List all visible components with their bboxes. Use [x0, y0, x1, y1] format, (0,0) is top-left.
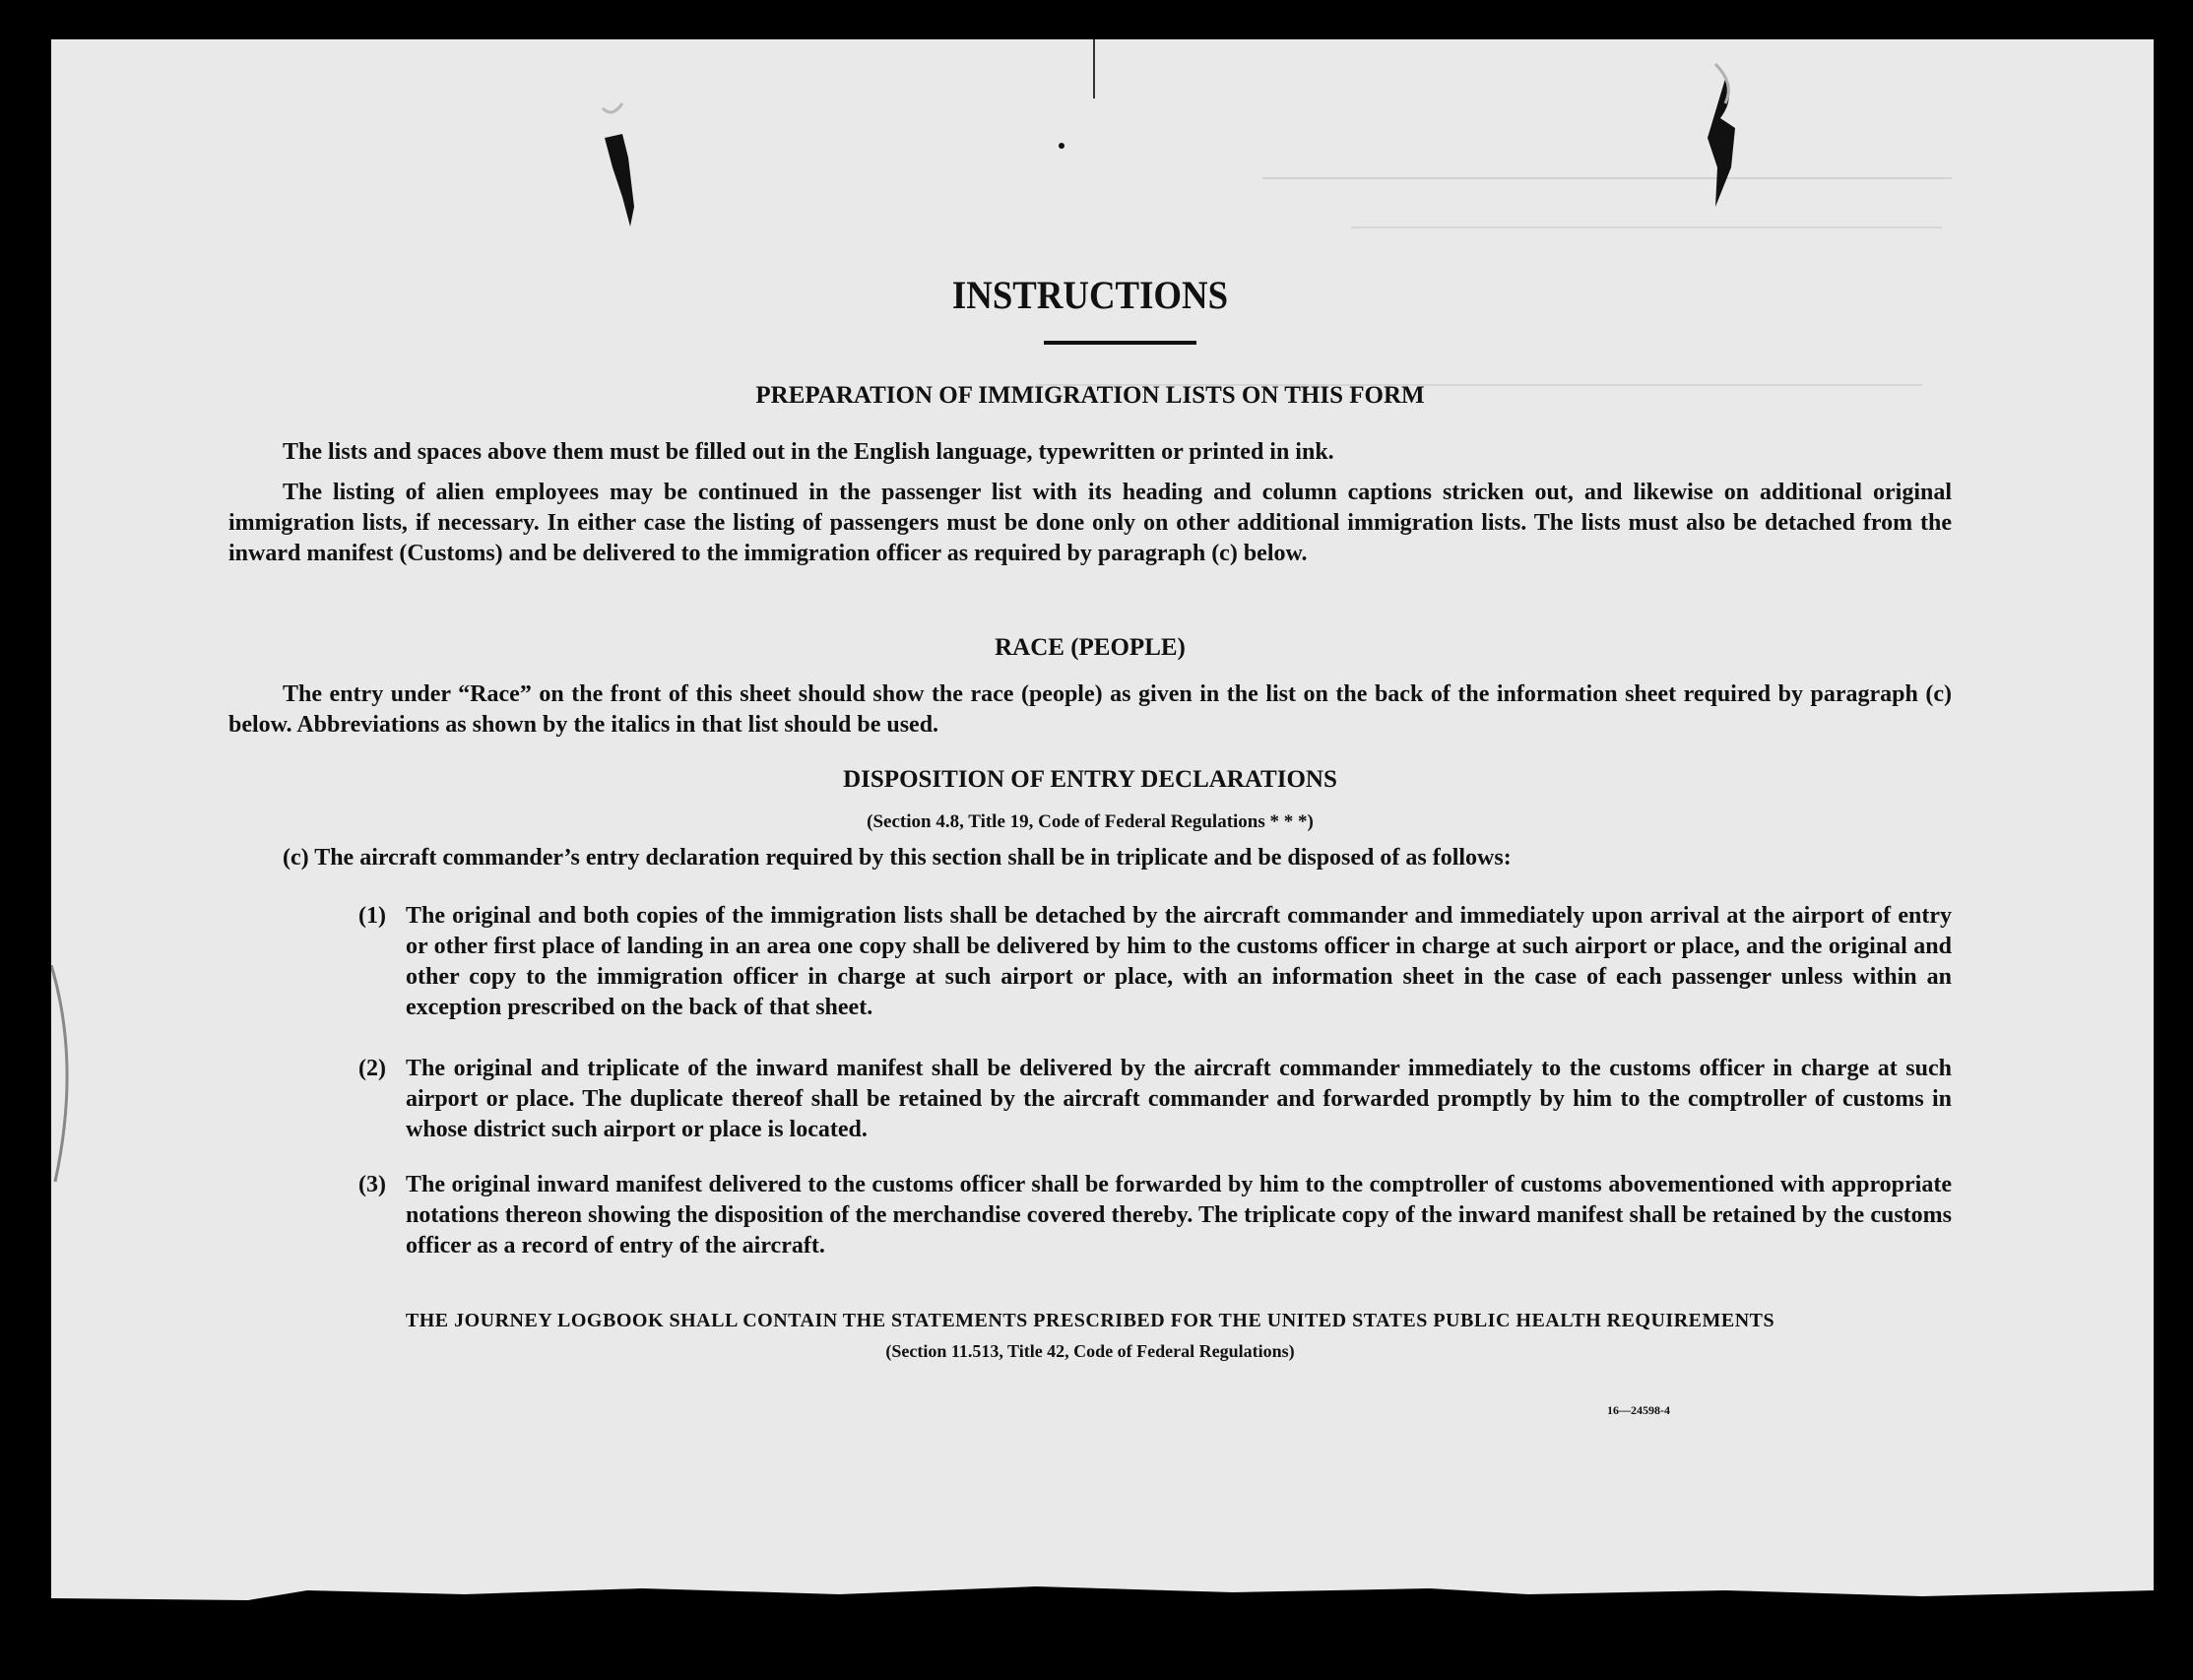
section-heading-disposition: DISPOSITION OF ENTRY DECLARATIONS [843, 766, 1337, 793]
section-heading-preparation: PREPARATION OF IMMIGRATION LISTS ON THIS FORM [755, 382, 1425, 409]
tear-mark [583, 98, 652, 236]
fold-line [1093, 39, 1095, 98]
footer-citation: (Section 11.513, Title 42, Code of Federal Regulations) [885, 1341, 1295, 1361]
list-item-text: The original inward manifest delivered to the customs officer shall be forwarded by him to the comptroller of customs abovementioned with appropriate notations thereon showing the disposition of the merchandise covered thereby. The triplicate copy of the inward manifest shall be retained by the customs officer as a record of entry of the aircraft. [406, 1172, 1952, 1259]
torn-edge [51, 1581, 2154, 1620]
disposition-citation: (Section 4.8, Title 19, Code of Federal Regulations * * *) [867, 811, 1314, 832]
list-item-text: The original and both copies of the immigration lists shall be detached by the aircraft commander and immediately upon arrival at the airport of entry or other first place of landing in an area one copy shall be delivered by him to the customs officer in charge at such airport or place, and the original and other copy to the immigration officer in charge at such airport or place, with an information sheet in the case of each passenger unless within an exception prescribed on the back of that sheet. [406, 903, 1952, 1020]
list-item-number: (1) [358, 903, 386, 929]
list-item-number: (2) [358, 1056, 386, 1081]
list-item-text: The original and triplicate of the inward manifest shall be delivered by the aircraft commander immediately to the customs officer in charge at such airport or place. The duplicate thereof shall be retained by the aircraft commander and forwarded promptly by him to the comptroller of customs in whose district such airport or place is located. [406, 1056, 1952, 1142]
bleed-through-area [1262, 138, 1952, 179]
list-item [358, 901, 1952, 1023]
list-item-number: (3) [358, 1172, 386, 1197]
race-paragraph: The entry under “Race” on the front of this sheet should show the race (people) as given in the list on the back of the information sheet required by paragraph (c) below. Abbreviations as shown by the italics in that list should be used. [228, 681, 1952, 738]
preparation-paragraph-1: The lists and spaces above them must be filled out in the English language, typewritten or printed in ink. [283, 439, 1334, 465]
document-page [51, 39, 2154, 1620]
form-number: 16—24598-4 [1607, 1403, 1670, 1417]
disposition-intro: (c) The aircraft commander’s entry declaration required by this section shall be in triplicate and be disposed of as follows: [283, 845, 1512, 871]
punch-dot [1059, 143, 1064, 149]
preparation-paragraph-2: The listing of alien employees may be continued in the passenger list with its heading and column captions stricken out, and likewise on additional original immigration lists, if necessary. In either case the listing of passengers must be done only on other additional immigration lists. The lists must also be detached from the inward manifest (Customs) and be delivered to the immigration officer as required by paragraph (c) below. [228, 480, 1952, 566]
section-heading-race: RACE (PEOPLE) [995, 634, 1186, 661]
title-underline [1044, 341, 1196, 345]
tear-mark [1686, 59, 1765, 236]
list-item [358, 1170, 1952, 1261]
footer-requirement: THE JOURNEY LOGBOOK SHALL CONTAIN THE STATEMENTS PRESCRIBED FOR THE UNITED STATES PUBLIC HEALTH REQUIREMENTS [405, 1310, 1775, 1331]
edge-curl [51, 965, 91, 1182]
page-title: INSTRUCTIONS [951, 273, 1229, 317]
list-item [358, 1054, 1952, 1145]
bleed-through-area [1351, 197, 1942, 228]
